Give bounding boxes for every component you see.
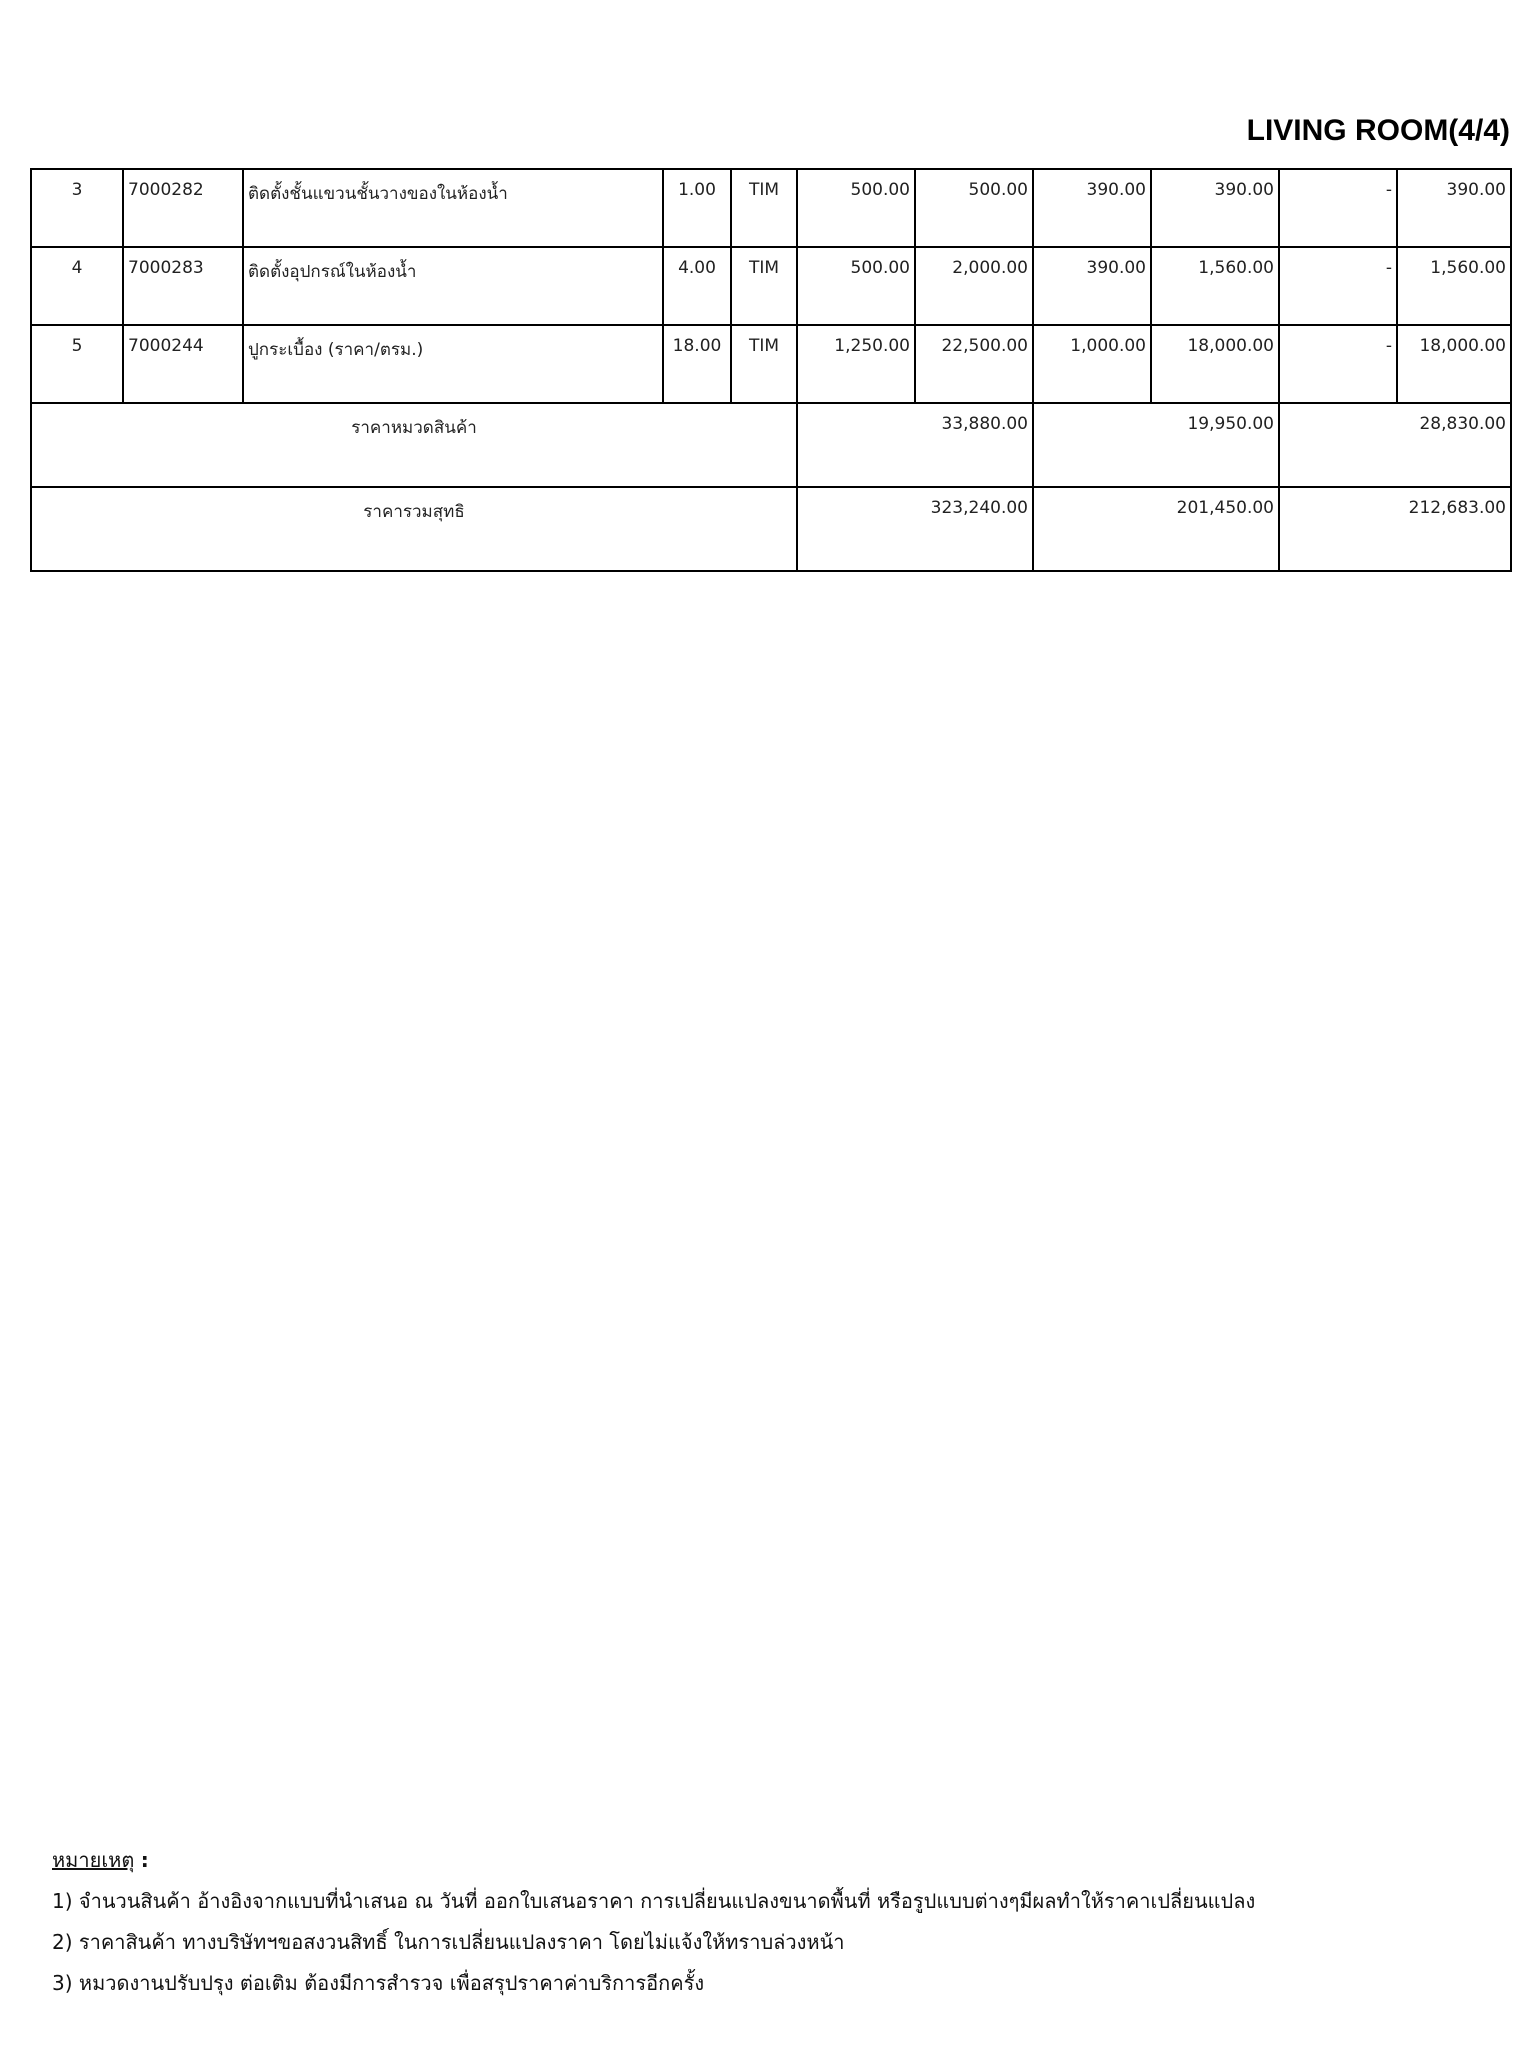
table-row [31, 325, 1511, 403]
table-row [31, 247, 1511, 325]
note-line: 3) หมวดงานปรับปรุง ต่อเติม ต้องมีการสำรวจ เพื่อสรุปราคาค่าบริการอีกครั้ง [52, 1971, 705, 1995]
item-unit-price-2: 390.00 [1033, 247, 1151, 325]
quotation-table [30, 168, 1512, 572]
item-unit-price: 500.00 [797, 169, 915, 247]
item-discount: - [1279, 247, 1397, 325]
category-total-amount: 33,880.00 [797, 403, 1033, 487]
notes-colon: : [140, 1848, 149, 1872]
item-unit: TIM [731, 169, 797, 247]
grand-total-label: ราคารวมสุทธิ [31, 487, 797, 571]
category-total-amount-2: 19,950.00 [1033, 403, 1279, 487]
grand-total-amount-2: 201,450.00 [1033, 487, 1279, 571]
grand-total-net: 212,683.00 [1279, 487, 1511, 571]
item-amount-2: 18,000.00 [1151, 325, 1279, 403]
item-amount: 2,000.00 [915, 247, 1033, 325]
item-amount-2: 390.00 [1151, 169, 1279, 247]
item-unit-price-2: 390.00 [1033, 169, 1151, 247]
category-total-label: ราคาหมวดสินค้า [31, 403, 797, 487]
item-unit-price: 1,250.00 [797, 325, 915, 403]
item-code: 7000283 [123, 247, 243, 325]
item-amount: 500.00 [915, 169, 1033, 247]
notes-title [52, 1840, 1255, 1881]
table-row [31, 169, 1511, 247]
note-line: 1) จำนวนสินค้า อ้างอิงจากแบบที่นำเสนอ ณ วันที่ ออกใบเสนอราคา การเปลี่ยนแปลงขนาดพื้นที่ หรือรูปแบบต่างๆมีผลทำให้ราคาเปลี่ยนแปลง [52, 1889, 1256, 1913]
note-line: 2) ราคาสินค้า ทางบริษัทฯขอสงวนสิทธิ์ ในการเปลี่ยนแปลงราคา โดยไม่แจ้งให้ทราบล่วงหน้า [52, 1930, 845, 1954]
item-unit: TIM [731, 247, 797, 325]
item-description: ติดตั้งชั้นแขวนชั้นวางของในห้องน้ำ [243, 169, 663, 247]
item-discount: - [1279, 325, 1397, 403]
item-number: 3 [31, 169, 123, 247]
notes-heading: หมายเหตุ [52, 1848, 135, 1872]
item-amount: 22,500.00 [915, 325, 1033, 403]
grand-total-row [31, 487, 1511, 571]
item-net: 18,000.00 [1397, 325, 1511, 403]
item-number: 5 [31, 325, 123, 403]
category-total-row [31, 403, 1511, 487]
item-net: 390.00 [1397, 169, 1511, 247]
notes-section [52, 1840, 1255, 2004]
item-code: 7000244 [123, 325, 243, 403]
page-title: LIVING ROOM(4/4) [1246, 114, 1510, 147]
item-quantity: 1.00 [663, 169, 731, 247]
item-unit: TIM [731, 325, 797, 403]
item-unit-price: 500.00 [797, 247, 915, 325]
item-quantity: 4.00 [663, 247, 731, 325]
item-net: 1,560.00 [1397, 247, 1511, 325]
item-description: ปูกระเบื้อง (ราคา/ตรม.) [243, 325, 663, 403]
item-code: 7000282 [123, 169, 243, 247]
item-quantity: 18.00 [663, 325, 731, 403]
item-description: ติดตั้งอุปกรณ์ในห้องน้ำ [243, 247, 663, 325]
grand-total-amount: 323,240.00 [797, 487, 1033, 571]
item-number: 4 [31, 247, 123, 325]
category-total-net: 28,830.00 [1279, 403, 1511, 487]
item-unit-price-2: 1,000.00 [1033, 325, 1151, 403]
item-amount-2: 1,560.00 [1151, 247, 1279, 325]
item-discount: - [1279, 169, 1397, 247]
